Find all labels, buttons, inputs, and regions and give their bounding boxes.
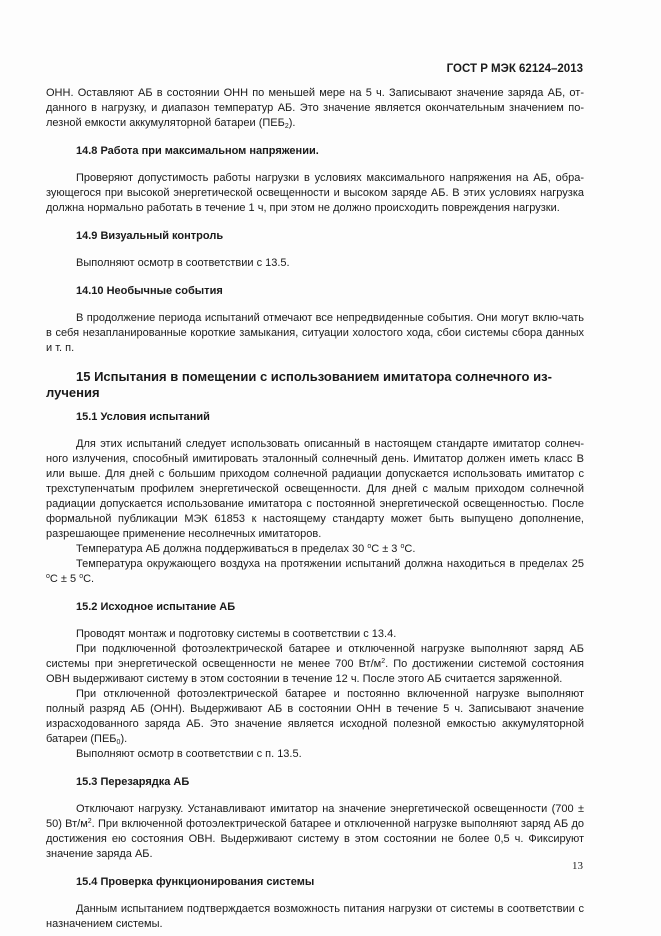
paragraph-15-1-ambient-temp: Температура окружающего воздуха на протяжении испытаний должна находиться в пределах 25 $^o$C ± 5 $^o$C. bbox=[46, 558, 584, 585]
paragraph-15-1-battery-temp: Температура АБ должна поддерживаться в пределах 30 $^o$C ± 3 $^o$C. bbox=[76, 543, 416, 555]
paragraph-15-1: Для этих испытаний следует использовать описанный в настоящем стандарте имитатор солнеч-ного излучения, способный имитировать эталонный солнечный день. Имитатор должен иметь класс В или выше. Для дней с большим приходом солнечной радиации допускается использовать имитатор с трехступенчатым профилем энергетической освещенности. Для дней с малым приходом солнечной радиации допускается использование имитатора с постоянной энергетической освещенностью. После формальной публикации МЭК 61853 к настоящему стандарту может быть выпущено дополнение, разрешающее применение несолнечных имитаторов. bbox=[46, 438, 584, 540]
paragraph-15-3: Отключают нагрузку. Устанавливают имитатор на значение энергетической освещенности (700 ± 50) $Вт/м^2$. При включенной фотоэлектрической батарее и отключенной нагрузке выполняют заряд АБ до достижения ею состояния ОВН. Выдерживают систему в этом состоянии не более 0,5 ч. Фиксируют значение заряда АБ. bbox=[46, 803, 584, 860]
document-header: ГОСТ Р МЭК 62124–2013 bbox=[446, 63, 583, 75]
paragraph-14-10: В продолжение периода испытаний отмечают все непредвиденные события. Они могут вклю-чать в себя незапланированные короткие замыкания, ситуации холостого хода, сбои системы сбора данных и т. п. bbox=[46, 312, 584, 354]
heading-14-10: 14.10 Необычные события bbox=[76, 285, 223, 297]
heading-15-3: 15.3 Перезарядка АБ bbox=[76, 776, 190, 788]
paragraph-15-2-inspection: Выполняют осмотр в соответствии с п. 13.5. bbox=[76, 748, 302, 760]
heading-14-9: 14.9 Визуальный контроль bbox=[76, 230, 224, 242]
heading-section-15: 15 Испытания в помещении с использованием имитатора солнечного из- лучения bbox=[46, 369, 552, 400]
heading-14-8: 14.8 Работа при максимальном напряжении. bbox=[76, 145, 319, 157]
document-body bbox=[46, 86, 584, 932]
paragraph-15-2-mounting: Проводят монтаж и подготовку системы в соответствии с 13.4. bbox=[76, 628, 397, 640]
paragraph-14-9: Выполняют осмотр в соответствии с 13.5. bbox=[76, 257, 290, 269]
heading-15-1: 15.1 Условия испытаний bbox=[76, 411, 210, 423]
paragraph-14-8: Проверяют допустимость работы нагрузки в условиях максимального напряжения на АБ, обра-зующегося при высокой энергетической освещенности и высоком заряде АБ. В этих условиях нагрузка должна нормально работать в течение 1 ч, при этом не должно происходить повреждения нагрузки. bbox=[46, 172, 584, 214]
paragraph-15-4: Данным испытанием подтверждается возможность питания нагрузки от системы в соответствии с назначением системы. bbox=[46, 903, 584, 930]
paragraph-15-2-charge: При подключенной фотоэлектрической батарее и отключенной нагрузке выполняют заряд АБ системы при энергетической освещенности не менее 700 $Вт/м^2$. По достижении системой состояния ОВН выдерживают систему в этом состоянии в течение 12 ч. После этого АБ считается заряженной. bbox=[46, 643, 584, 685]
paragraph-15-2-discharge: При отключенной фотоэлектрической батарее и постоянно включенной нагрузке выполняют полный разряд АБ (ОНН). Выдерживают АБ в состоянии ОНН в течение 5 ч. Записывают значение израсходованного заряда АБ. Это значение является исходной полезной емкостью аккумуляторной батареи $(ПЕБ_0)$. bbox=[46, 688, 584, 746]
heading-15-2: 15.2 Исходное испытание АБ bbox=[76, 601, 236, 613]
page-number: 13 bbox=[572, 860, 583, 872]
heading-15-4: 15.4 Проверка функционирования системы bbox=[76, 876, 315, 888]
paragraph-continuation: ОНН. Оставляют АБ в состоянии ОНН по меньшей мере на 5 ч. Записывают значение заряда АБ, от-данного в нагрузку, и диапазон температур АБ. Это значение является окончательным значением по-лезной емкости аккумуляторной батареи $(ПЕБ_2)$. bbox=[46, 87, 584, 130]
